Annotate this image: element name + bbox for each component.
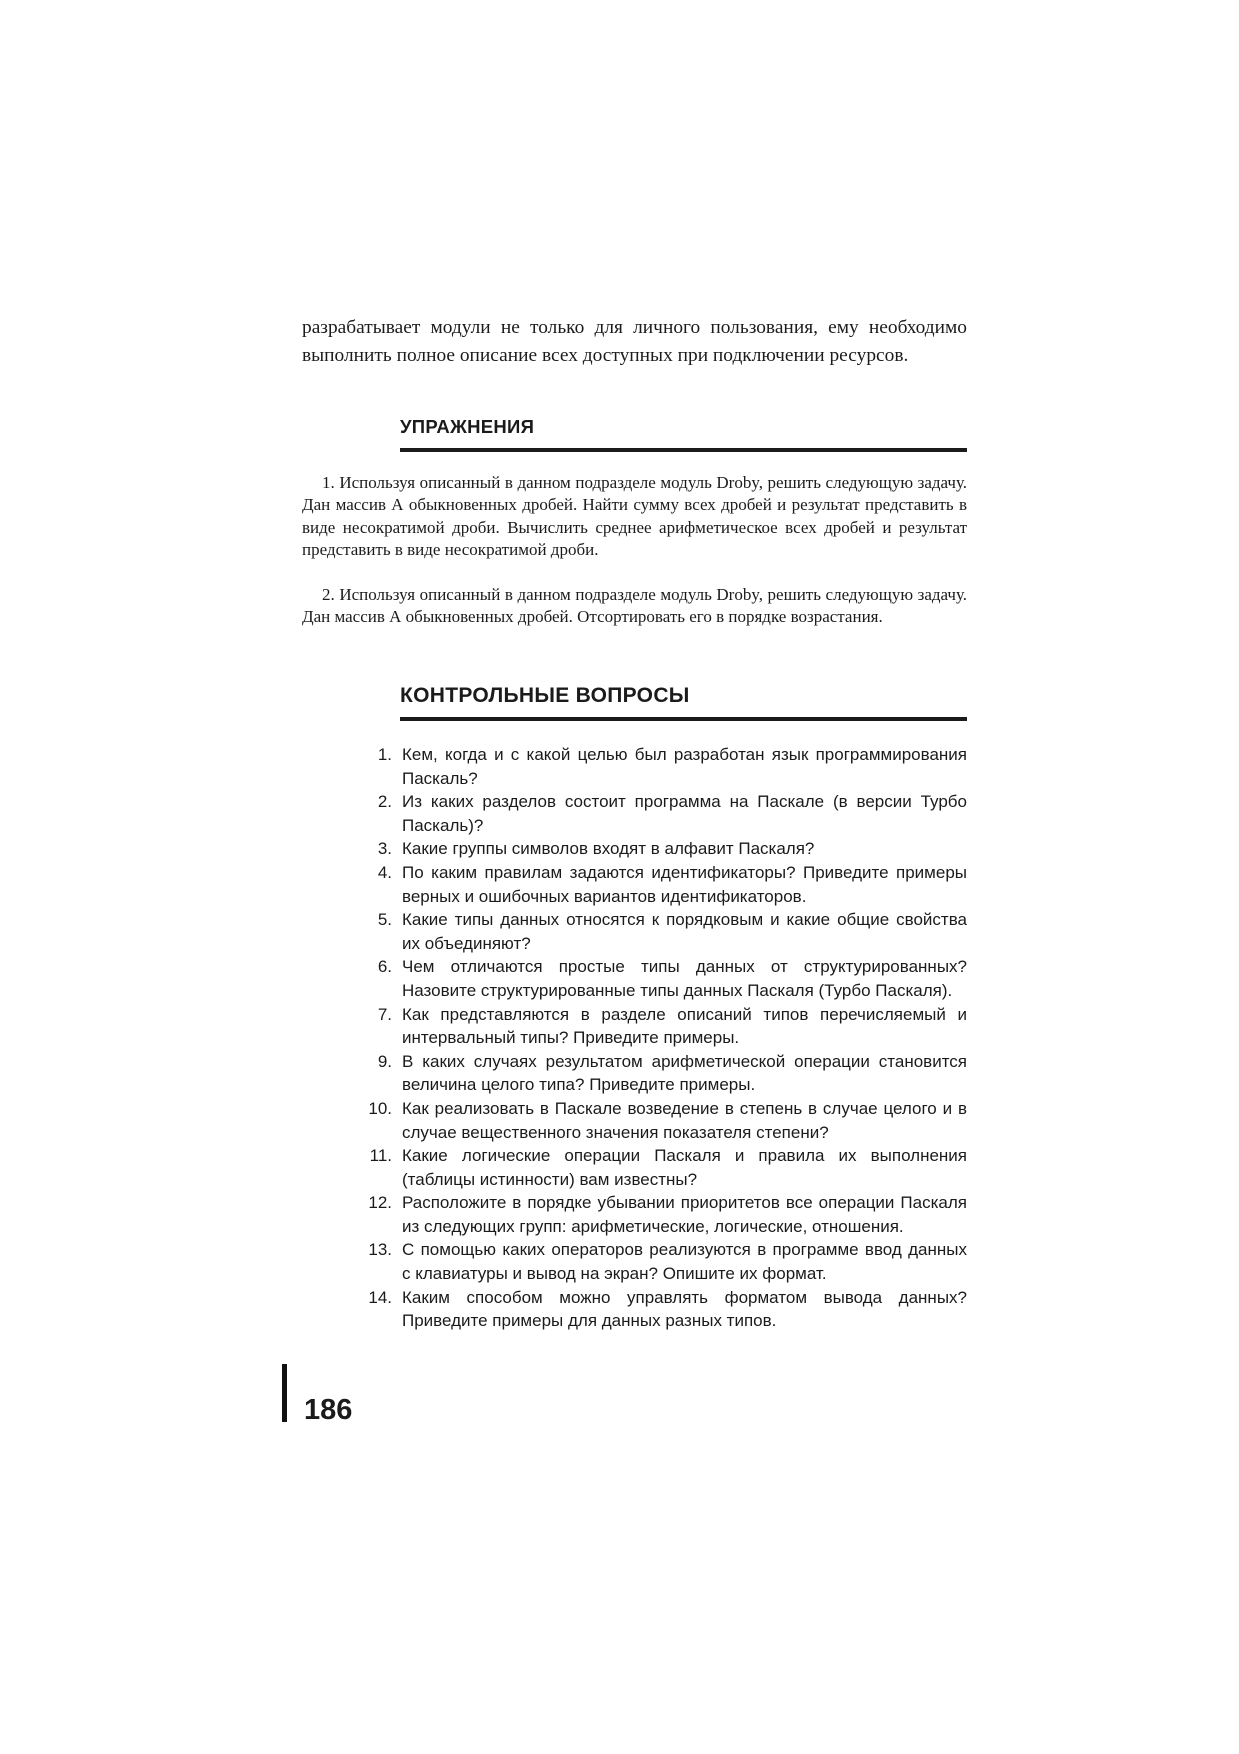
- question-item: [352, 790, 967, 837]
- question-item: [352, 1238, 967, 1285]
- questions-heading: КОНТРОЛЬНЫЕ ВОПРОСЫ: [400, 684, 690, 707]
- question-text: Как представляются в разделе описаний типов перечисляемый и интервальный типы? Приведите примеры.: [402, 1004, 967, 1048]
- question-item: [352, 1144, 967, 1191]
- exercise-1: 1. Используя описанный в данном подразделе модуль Droby, решить следующую задачу. Дан массив А обыкновенных дробей. Найти сумму всех дробей и результат представить в виде несократимой дроби. Вычислить среднее арифметическое всех дробей и результат представить в виде несократимой дроби.: [302, 473, 967, 559]
- question-text: Расположите в порядке убывании приоритетов все операции Паскаля из следующих групп: арифметические, логические, отношения.: [402, 1193, 967, 1236]
- question-number: 13.: [368, 1240, 392, 1260]
- question-number: 14.: [368, 1287, 392, 1307]
- question-text: Кем, когда и с какой целью был разработан язык программирования Паскаль?: [402, 745, 967, 788]
- question-text: По каким правилам задаются идентификаторы? Приведите примеры верных и ошибочных вариантов идентификаторов.: [402, 862, 967, 906]
- question-number: 11.: [369, 1146, 392, 1166]
- question-text: Какие группы символов входят в алфавит Паскаля?: [402, 839, 815, 859]
- question-item: [352, 1003, 967, 1050]
- question-text: Чем отличаются простые типы данных от структурированных? Назовите структурированные типы данных Паскаля (Турбо Паскаля).: [402, 957, 967, 1000]
- exercises-heading: УПРАЖНЕНИЯ: [400, 416, 535, 437]
- question-item: [352, 908, 967, 955]
- question-number: 3.: [377, 839, 392, 859]
- question-text: Каким способом можно управлять форматом вывода данных? Приведите примеры для данных разных типов.: [402, 1287, 967, 1331]
- question-item: [352, 955, 967, 1002]
- question-item: [352, 837, 967, 861]
- intro-paragraph: разрабатывает модули не только для личного пользования, ему необходимо выполнить полное описание всех доступных при подключении ресурсов.: [302, 317, 967, 366]
- question-number: 1.: [377, 745, 392, 764]
- question-text: Как реализовать в Паскале возведение в степень в случае целого и в случае вещественного значения показателя степени?: [402, 1098, 967, 1142]
- question-text: Какие типы данных относятся к порядковым и какие общие свойства их объединяют?: [402, 910, 967, 953]
- question-number: 9.: [377, 1051, 392, 1071]
- question-item: [352, 1286, 967, 1333]
- question-number: 10.: [368, 1098, 392, 1118]
- page-number-bar: [282, 1364, 287, 1422]
- question-number: 6.: [377, 957, 392, 977]
- question-text: Из каких разделов состоит программа на Паскале (в версии Турбо Паскаль)?: [402, 792, 967, 835]
- question-number: 5.: [377, 910, 392, 930]
- question-item: [352, 1097, 967, 1144]
- page-number: 186: [304, 1394, 353, 1426]
- question-number: 12.: [368, 1193, 392, 1213]
- question-text: Какие логические операции Паскаля и правила их выполнения (таблицы истинности) вам известны?: [402, 1146, 967, 1189]
- question-item: [352, 743, 967, 790]
- question-number: 7.: [377, 1004, 392, 1024]
- questions-list: [352, 743, 967, 1333]
- question-item: [352, 1191, 967, 1238]
- question-item: [352, 861, 967, 908]
- question-item: [352, 1050, 967, 1097]
- question-number: 4.: [377, 862, 392, 882]
- question-text: В каких случаях результатом арифметической операции становится величина целого типа? Приведите примеры.: [402, 1051, 967, 1095]
- question-text: С помощью каких операторов реализуются в программе ввод данных с клавиатуры и вывод на экран? Опишите их формат.: [402, 1240, 967, 1284]
- question-number: 2.: [377, 792, 392, 812]
- exercise-2: 2. Используя описанный в данном подразделе модуль Droby, решить следующую задачу. Дан массив А обыкновенных дробей. Отсортировать его в порядке возрастания.: [302, 585, 967, 627]
- exercises-heading-rule: [400, 448, 967, 452]
- questions-heading-rule: [400, 717, 967, 721]
